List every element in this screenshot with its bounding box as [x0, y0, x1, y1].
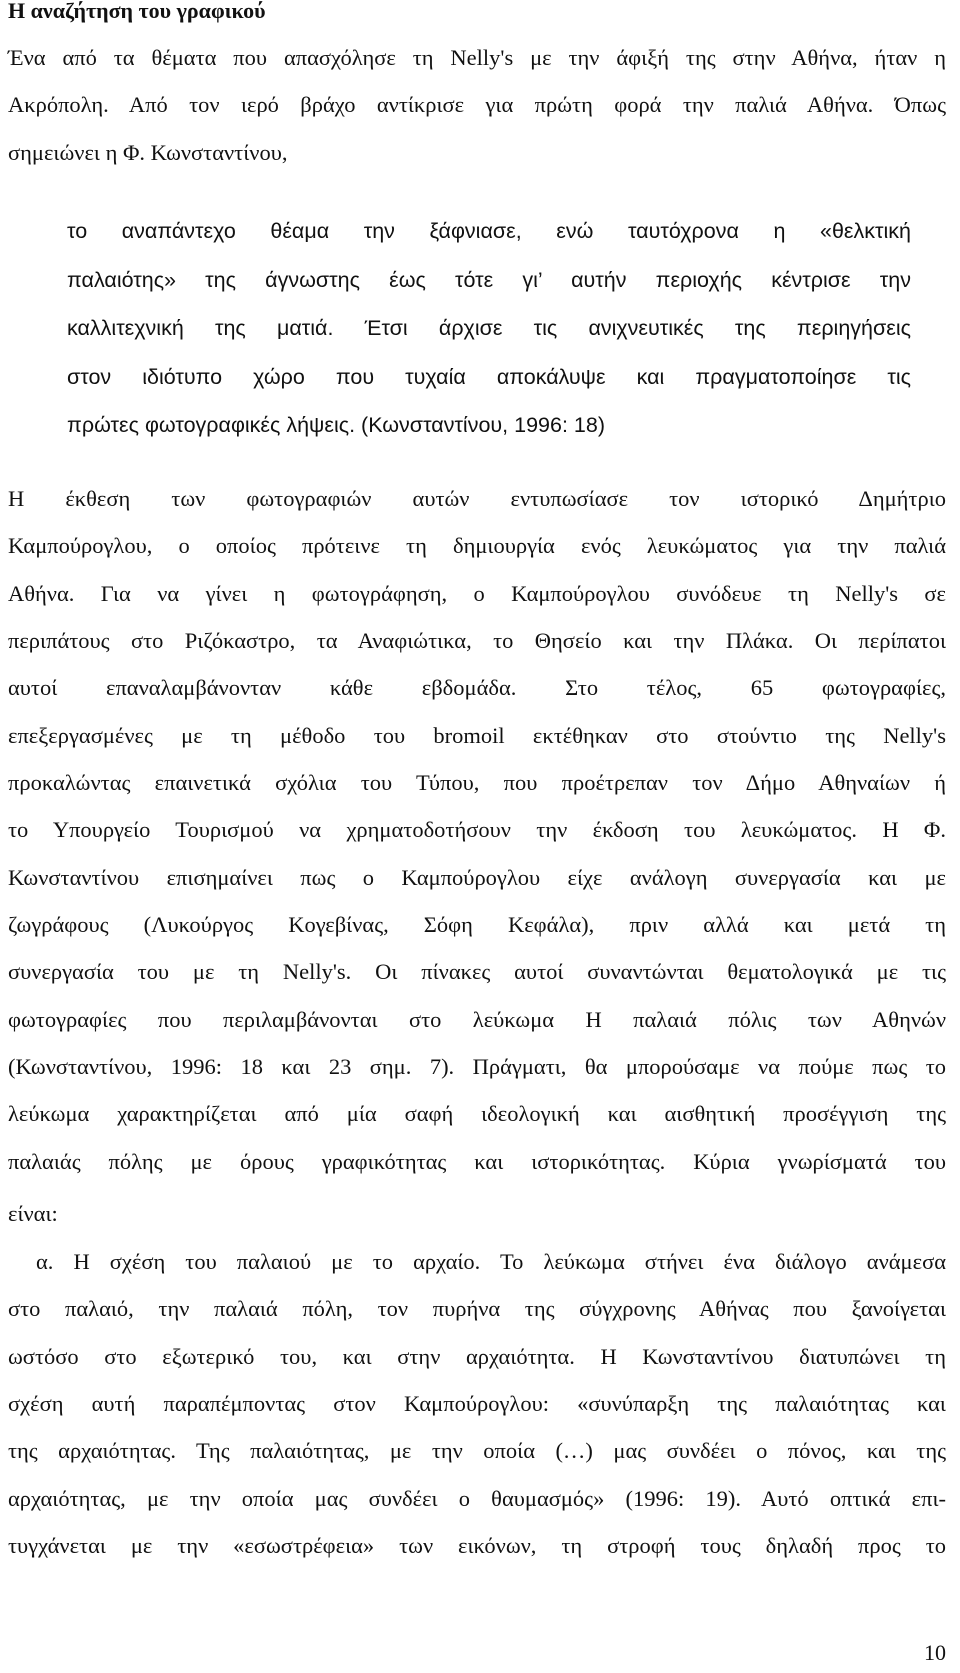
- text-line: ωστόσο στο εξωτερικό του, και στην αρχαιότητα. Η Κωνσταντίνου διατυπώνει τη: [8, 1343, 946, 1369]
- paragraph-feature-a: [8, 1238, 946, 1569]
- text-line: είναι:: [8, 1201, 58, 1226]
- text-line: (Κωνσταντίνου, 1996: 18 και 23 σημ. 7). Πράγματι, θα μπορούσαμε να πούμε πως το: [8, 1054, 946, 1080]
- text-line: της αρχαιότητας. Της παλαιότητας, με την οποία (…) μας συνδέει ο πόνος, και της: [8, 1438, 946, 1464]
- text-line: επεξεργασμένες με τη μέθοδο του bromoil εκτέθηκαν στο στούντιο της Nelly's: [8, 722, 946, 748]
- page-number: 10: [924, 1640, 946, 1665]
- text-line: Ένα από τα θέματα που απασχόλησε τη Nelly's με την άφιξή της στην Αθήνα, ήταν η: [8, 45, 946, 70]
- text-line: φωτογραφίες που περιλαμβάνονται στο λεύκωμα Η παλαιά πόλις των Αθηνών: [8, 1006, 946, 1032]
- text-line: στο παλαιό, την παλαιά πόλη, τον πυρήνα της σύγχρονης Αθήνας που ξανοίγεται: [8, 1296, 946, 1322]
- text-line: το Υπουργείο Τουρισμού να χρηματοδοτήσουν την έκδοση του λευκώματος. Η Φ.: [8, 817, 946, 843]
- text-line: αρχαιότητας, με την οποία μας συνδέει ο θαυμασμός» (1996: 19). Αυτό οπτικά επι-: [8, 1485, 946, 1511]
- paragraph-features-intro: [8, 1190, 946, 1237]
- text-line: προκαλώντας επαινετικά σχόλια του Τύπου, που προέτρεπαν τον Δήμο Αθηναίων ή: [8, 770, 946, 796]
- text-line: Η έκθεση των φωτογραφιών αυτών εντυπωσίασε τον ιστορικό Δημήτριο: [8, 486, 946, 511]
- text-line: τυγχάνεται με την «εσωστρέφεια» των εικόνων, τη στροφή τους δηλαδή προς το: [8, 1533, 946, 1559]
- text-line: σημειώνει η Φ. Κωνσταντίνου,: [8, 139, 288, 165]
- text-line: σχέση αυτή παραπέμποντας στον Καμπούρογλου: «συνύπαρξη της παλαιότητας και: [8, 1391, 946, 1417]
- text-line: αυτοί επαναλαμβάνονταν κάθε εβδομάδα. Στο τέλος, 65 φωτογραφίες,: [8, 675, 946, 701]
- quote-line: πρώτες φωτογραφικές λήψεις. (Κωνσταντίνου, 1996: 18): [67, 413, 605, 438]
- text-line: Αθήνα. Για να γίνει η φωτογράφηση, ο Καμπούρογλου συνόδευε τη Nelly's σε: [8, 580, 946, 606]
- text-line: Ακρόπολη. Από τον ιερό βράχο αντίκρισε για πρώτη φορά την παλιά Αθήνα. Όπως: [8, 92, 946, 118]
- quote-line: καλλιτεχνική της ματιά. Έτσι άρχισε τις ανιχνευτικές της περιηγήσεις: [67, 316, 911, 341]
- section-heading: Η αναζήτηση του γραφικού: [8, 0, 266, 23]
- text-line: Κωνσταντίνου επισημαίνει πως ο Καμπούρογλου είχε ανάλογη συνεργασία και με: [8, 864, 946, 890]
- quote-line: παλαιότης» της άγνωστης έως τότε γι’ αυτήν περιοχής κέντρισε την: [67, 267, 911, 292]
- paragraph-exhibition: [8, 475, 946, 1185]
- text-line: περιπάτους στο Ριζόκαστρο, τα Αναφιώτικα, το Θησείο και την Πλάκα. Οι περίπατοι: [8, 628, 946, 654]
- block-quote: [67, 207, 911, 450]
- quote-line: στον ιδιότυπο χώρο που τυχαία αποκάλυψε και πραγματοποίησε τις: [67, 364, 911, 389]
- text-line: Καμπούρογλου, ο οποίος πρότεινε τη δημιουργία ενός λευκώματος για την παλιά: [8, 533, 946, 559]
- text-line: α. Η σχέση του παλαιού με το αρχαίο. Το λεύκωμα στήνει ένα διάλογο ανάμεσα: [36, 1249, 946, 1274]
- text-line: λεύκωμα χαρακτηρίζεται από μία σαφή ιδεολογική και αισθητική προσέγγιση της: [8, 1101, 946, 1127]
- paragraph-intro: [8, 34, 946, 176]
- text-line: συνεργασία του με τη Nelly's. Οι πίνακες αυτοί συναντώνται θεματολογικά με τις: [8, 959, 946, 985]
- text-line: παλαιάς πόλης με όρους γραφικότητας και ιστορικότητας. Κύρια γνωρίσματά του: [8, 1148, 946, 1174]
- text-line: ζωγράφους (Λυκούργος Κογεβίνας, Σόφη Κεφάλα), πριν αλλά και μετά τη: [8, 912, 946, 938]
- quote-line: το αναπάντεχο θέαμα την ξάφνιασε, ενώ ταυτόχρονα η «θελκτική: [67, 219, 911, 243]
